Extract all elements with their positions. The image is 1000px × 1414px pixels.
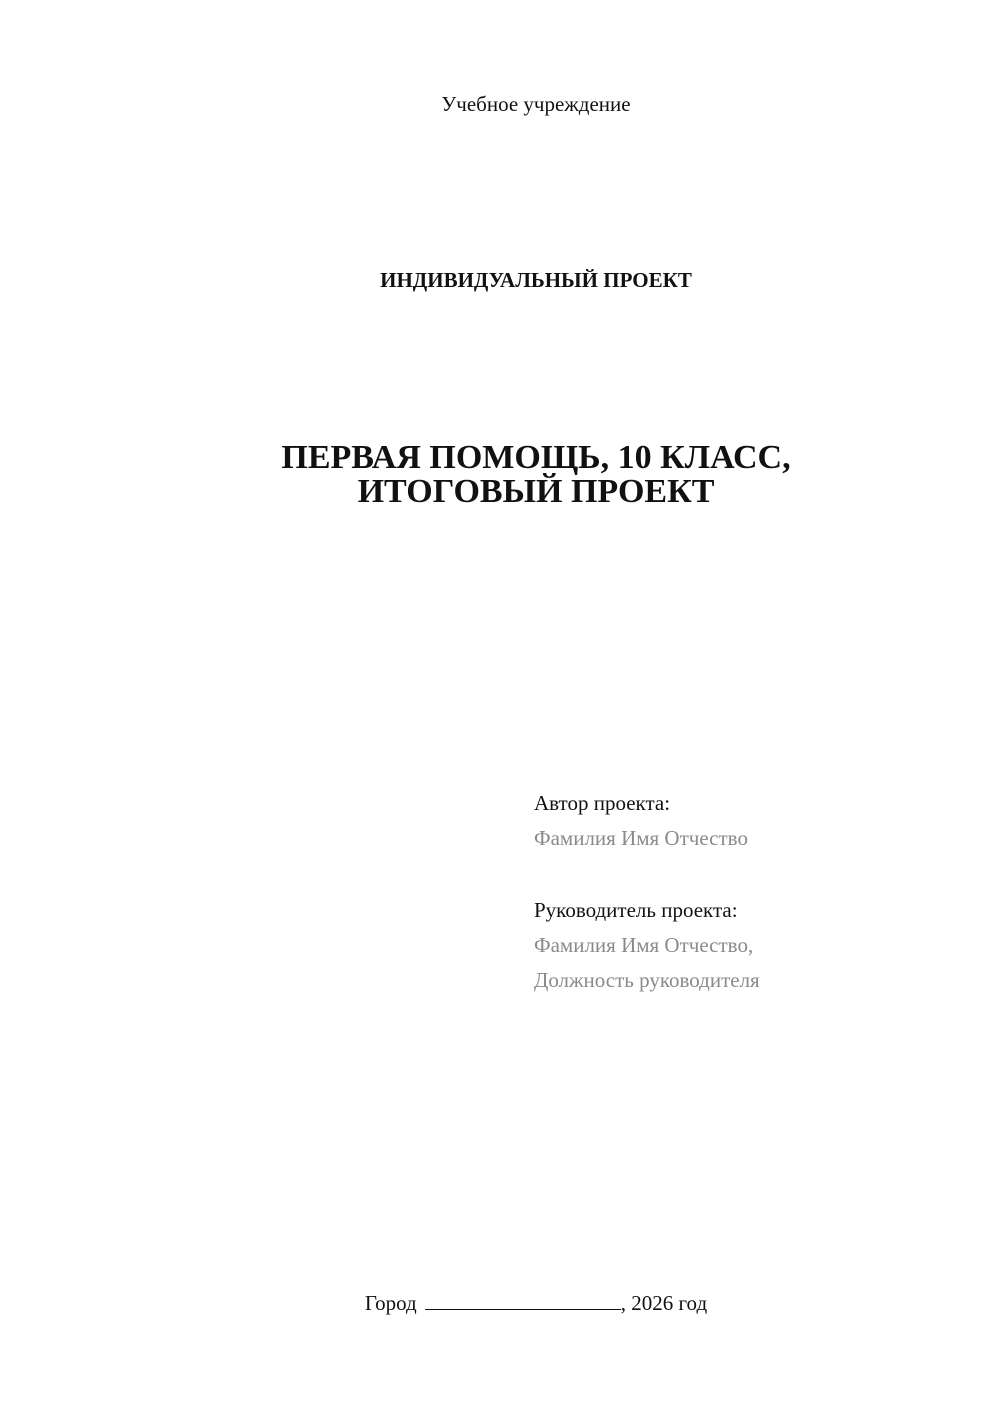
author-block <box>534 786 748 856</box>
author-name: Фамилия Имя Отчество <box>534 826 748 850</box>
supervisor-position: Должность руководителя <box>534 968 760 992</box>
supervisor-name: Фамилия Имя Отчество, <box>534 933 754 957</box>
project-title-line-1: ПЕРВАЯ ПОМОЩЬ, 10 КЛАСС, <box>281 439 791 476</box>
supervisor-block <box>534 893 760 998</box>
institution-name: Учебное учреждение <box>441 92 631 116</box>
city-label: Город <box>364 1291 417 1315</box>
city-year-line <box>0 1291 1000 1316</box>
project-title <box>0 441 1000 509</box>
document-type: ИНДИВИДУАЛЬНЫЙ ПРОЕКТ <box>380 268 692 292</box>
project-title-line-2: ИТОГОВЫЙ ПРОЕКТ <box>357 473 715 510</box>
city-blank-line <box>425 1291 621 1310</box>
supervisor-label: Руководитель проекта: <box>534 898 738 922</box>
author-label: Автор проекта: <box>534 791 671 815</box>
year-text: , 2026 год <box>620 1291 708 1315</box>
